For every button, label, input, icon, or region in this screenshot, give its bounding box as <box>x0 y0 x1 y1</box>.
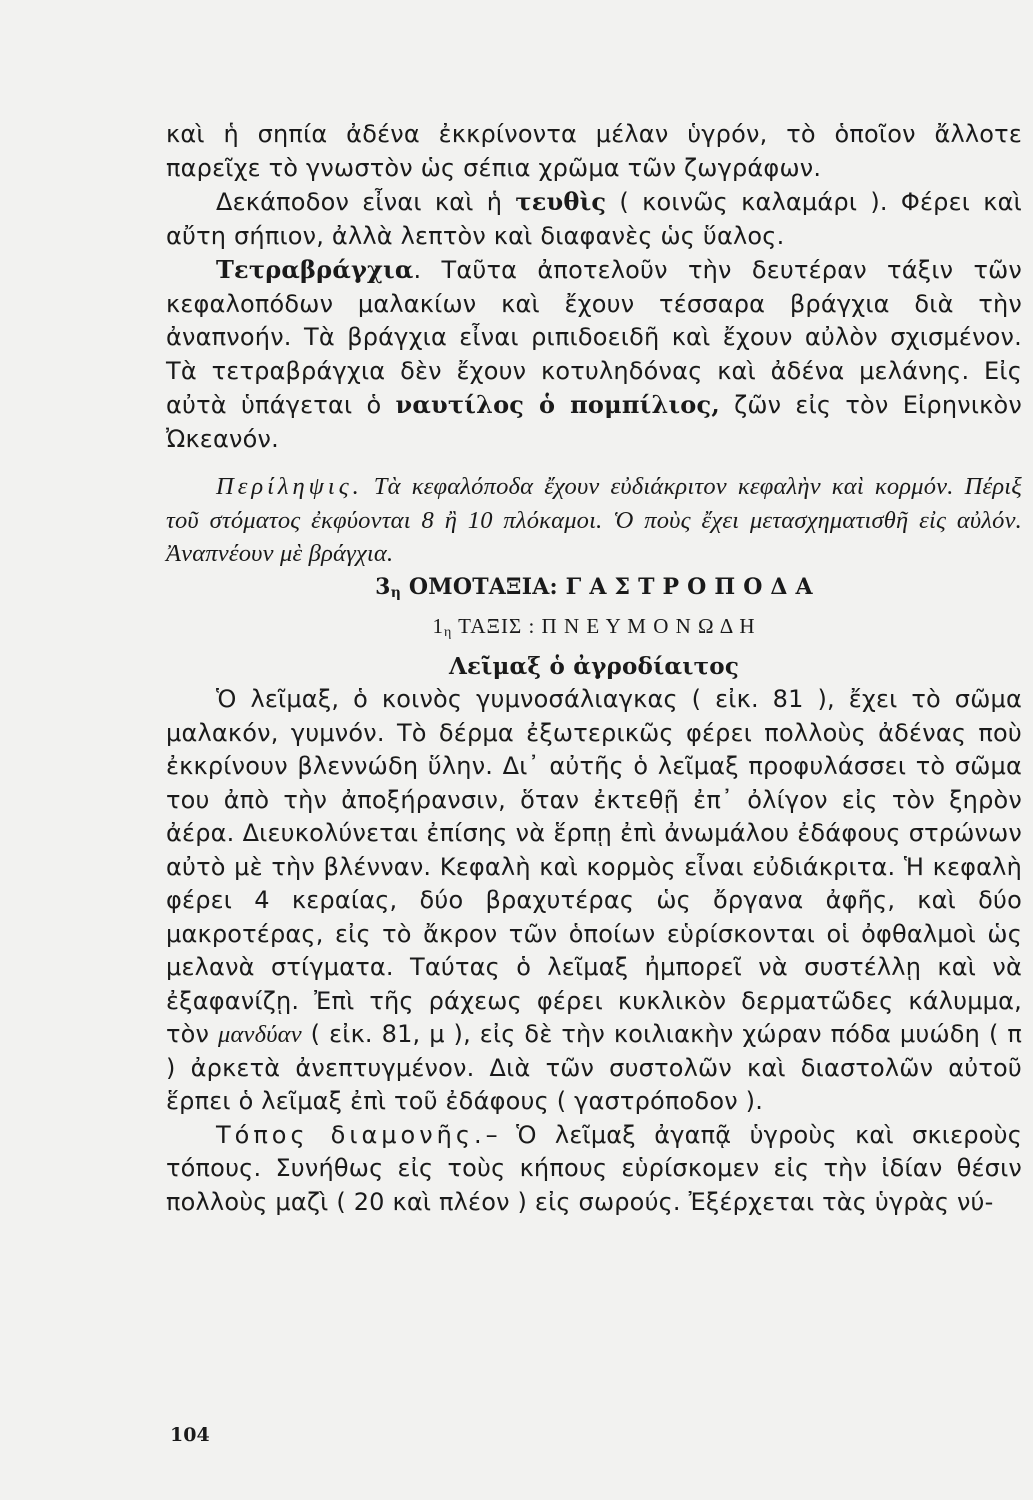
order-heading: $1_\eta$ ΤΑΞΙΣ : Π Ν Ε Υ Μ Ο Ν Ω Δ Η <box>432 614 756 640</box>
paragraph-slug-description: Ὁ λεῖμαξ, ὁ κοινὸς γυμνοσάλιαγκας ( εἰκ. 81 ), ἔχει τὸ σῶμα μαλακόν, γυμνόν. Τὸ δέρμα ἐξωτερικῶς φέρει πολλοὺς ἀδένας ποὺ ἐκκρίνουν βλεννώδη ὕλην. Δι᾽ αὐτῆς ὁ λεῖμαξ προφυλάσσει τὸ σῶμα του ἀπὸ τὴν ἀποξήρανσιν, ὅταν ἐκτεθῇ ἐπ᾽ ὀλίγον εἰς τὸν ξηρὸν ἀέρα. Διευκολύνεται ἐπίσης νὰ ἕρπῃ ἐπὶ ἀνωμάλου ἐδάφους στρώνων αὐτὸ μὲ τὴν βλένναν. Κεφαλὴ καὶ κορμὸς εἶναι εὐδιάκριτα. Ἡ κεφαλὴ φέρει 4 κεραίας, δύο βραχυτέρας ὡς ὄργανα ἀφῆς, καὶ δύο μακροτέρας, εἰς τὸ ἄκρον τῶν ὁποίων εὑρίσκονται οἱ ὀφθαλμοὶ ὡς μελανὰ στίγματα. Ταύτας ὁ λεῖμαξ ἠμπορεῖ νὰ συστέλλῃ καὶ νὰ ἐξαφανίζῃ. Ἐπὶ τῆς ράχεως φέρει κυκλικὸν δερματῶδες κάλυμμα, τὸν μανδύαν ( εἰκ. 81, μ ), εἰς δὲ τὴν κοιλιακὴν χώραν πόδα μυώδη ( π ) ἀρκετὰ ἀνεπτυγμένον. Διὰ τῶν συστολῶν καὶ διαστολῶν αὐτοῦ ἕρπει ὁ λεῖμαξ ἐπὶ τοῦ ἐδάφους ( γαστρόποδον ). <box>166 685 1023 1115</box>
paragraph-tetrabranchia: Τετραβράγχια. Ταῦτα ἀποτελοῦν τὴν δευτέραν τάξιν τῶν κεφαλοπόδων μαλακίων καὶ ἔχουν τέσσαρα βράγχια διὰ τὴν ἀναπνοήν. Τὰ βράγχια εἶναι ριπιδοειδῆ καὶ ἔχουν αὐλὸν σχισμένον. Τὰ τετραβράγχια δὲν ἔχουν κοτυληδόνας καὶ ἀδένα μελάνης. Εἰς αὐτὰ ὑπάγεται ὁ ναυτίλος ὁ πομπίλιος, ζῶν εἰς τὸν Εἰρηνικὸν Ὠκεανόν. <box>166 255 1022 453</box>
page-number: 104 <box>170 1424 210 1446</box>
species-heading: Λεῖμαξ ὁ ἀγροδίαιτος <box>448 652 740 680</box>
habitat-label: Τόπος διαμονῆς. <box>216 1120 486 1149</box>
paragraph-summary: Περίληψις. Τὰ κεφαλόποδα ἔχουν εὐδιάκριτον κεφαλὴν καὶ κορμόν. Πέριξ τοῦ στόματος ἐκφύονται 8 ἢ 10 πλόκαμοι. Ὁ ποὺς ἔχει μετασχηματισθῆ εἰς αὐλόν. Ἀναπνέουν μὲ βράγχια. <box>166 473 1022 567</box>
class-heading: $3_\eta$ ΟΜΟΤΑΞΙΑ: Γ Α Σ Τ Ρ Ο Π Ο Δ Α <box>375 573 813 601</box>
term-tetrabranchia: Τετραβράγχια <box>216 255 414 284</box>
paragraph-squid: Δεκάποδον εἶναι καὶ ἡ τευθὶς ( κοινῶς καλαμάρι ). Φέρει καὶ αὔτη σήπιον, ἀλλὰ λεπτὸν καὶ διαφανὲς ὡς ὕαλος. <box>166 187 1022 250</box>
term-mantle: μανδύαν <box>218 1021 302 1048</box>
term-teuthis: τευθὶς <box>515 187 607 216</box>
paragraph-habitat: Τόπος διαμονῆς.– Ὁ λεῖμαξ ἀγαπᾷ ὑγροὺς καὶ σκιεροὺς τόπους. Συνήθως εἰς τοὺς κήπους εὑρίσκομεν εἰς τὴν ἰδίαν θέσιν πολλοὺς μαζὶ ( 20 καὶ πλέον ) εἰς σωρούς. Ἐξέρχεται τὰς ὑγρὰς νύ- <box>166 1120 1022 1216</box>
summary-label: Περίληψις. <box>216 473 363 500</box>
paragraph-sepia-ink: καὶ ἡ σηπία ἀδένα ἐκκρίνοντα μέλαν ὑγρόν, τὸ ὁποῖον ἄλλοτε παρεῖχε τὸ γνωστὸν ὡς σέπια χρῶμα τῶν ζωγράφων. <box>166 120 1022 182</box>
body-text <box>166 118 1022 1219</box>
term-nautilus: ναυτίλος ὁ πομπίλιος, <box>395 390 720 419</box>
